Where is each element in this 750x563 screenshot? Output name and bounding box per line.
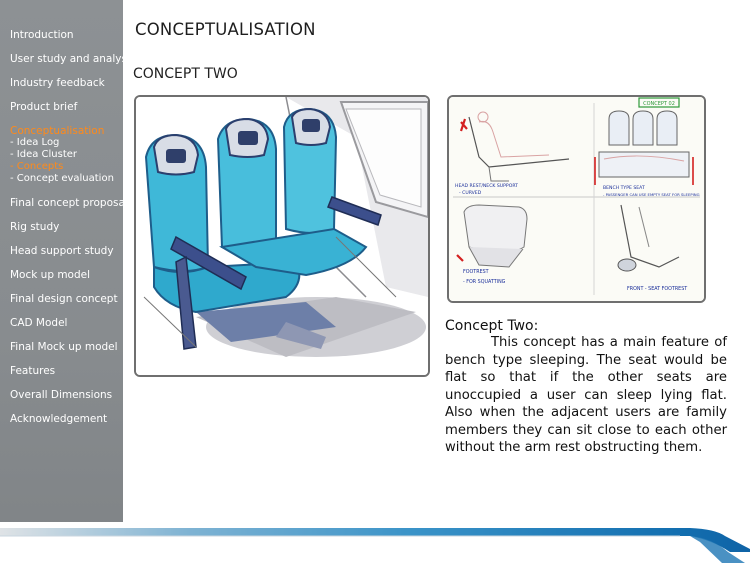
concept-body (445, 334, 727, 457)
nav-mock-up-model[interactable]: Mock up model (10, 269, 91, 281)
label-head-rest: HEAD REST/NECK SUPPORT (455, 184, 518, 189)
label-front-seat: FRONT - SEAT FOOTREST (627, 287, 688, 292)
concept-body-text: This concept has a main feature of bench type sleeping. The seat would be flat so that if the other seats are unoccupied a user can sleep lying flat. Also when the adjacent users are family members they can sit close to each other without the arm rest obstructing them. (445, 335, 727, 455)
nav-product-brief[interactable]: Product brief (10, 101, 78, 113)
concept-seat-sketch (134, 95, 430, 377)
nav-user-study[interactable]: User study and analysis (10, 53, 136, 65)
nav-final-concept-proposal[interactable]: Final concept proposal (10, 197, 128, 209)
nav-idea-log[interactable]: - Idea Log (10, 137, 60, 148)
concept-sketch-sheet (447, 95, 706, 303)
nav-industry-feedback[interactable]: Industry feedback (10, 77, 105, 89)
nav-final-mock-up-model[interactable]: Final Mock up model (10, 341, 118, 353)
nav-idea-cluster[interactable]: - Idea Cluster (10, 149, 78, 160)
footer-band (0, 522, 750, 563)
nav-concepts[interactable]: - Concepts (10, 161, 64, 172)
sidebar-nav (0, 0, 136, 563)
label-footrest: FOOTREST (463, 270, 489, 275)
nav-introduction[interactable]: Introduction (10, 29, 74, 41)
nav-conceptualisation[interactable]: Conceptualisation (10, 125, 105, 137)
nav-acknowledgement[interactable]: Acknowledgement (10, 413, 108, 425)
nav-concept-evaluation[interactable]: - Concept evaluation (10, 173, 114, 184)
label-head-rest-sub: - CURVED (459, 191, 482, 196)
nav-rig-study[interactable]: Rig study (10, 221, 60, 233)
nav-final-design-concept[interactable]: Final design concept (10, 293, 118, 305)
nav-features[interactable]: Features (10, 365, 56, 377)
label-bench: BENCH TYPE SEAT (603, 186, 645, 191)
concept-heading: Concept Two: (445, 318, 539, 334)
label-bench-sub: - PASSENGER CAN USE EMPTY SEAT FOR SLEEPING (603, 192, 700, 197)
sketch-sheet-illustration (449, 97, 704, 301)
nav-overall-dimensions[interactable]: Overall Dimensions (10, 389, 113, 401)
section-title: CONCEPT TWO (133, 66, 238, 82)
sketch-tag: CONCEPT 02 (643, 101, 675, 107)
bench-seat-illustration (136, 97, 428, 375)
label-footrest-sub: - FOR SQUATTING (463, 280, 506, 285)
page-title: CONCEPTUALISATION (135, 20, 316, 39)
nav-cad-model[interactable]: CAD Model (10, 317, 68, 329)
nav-head-support-study[interactable]: Head support study (10, 245, 114, 257)
